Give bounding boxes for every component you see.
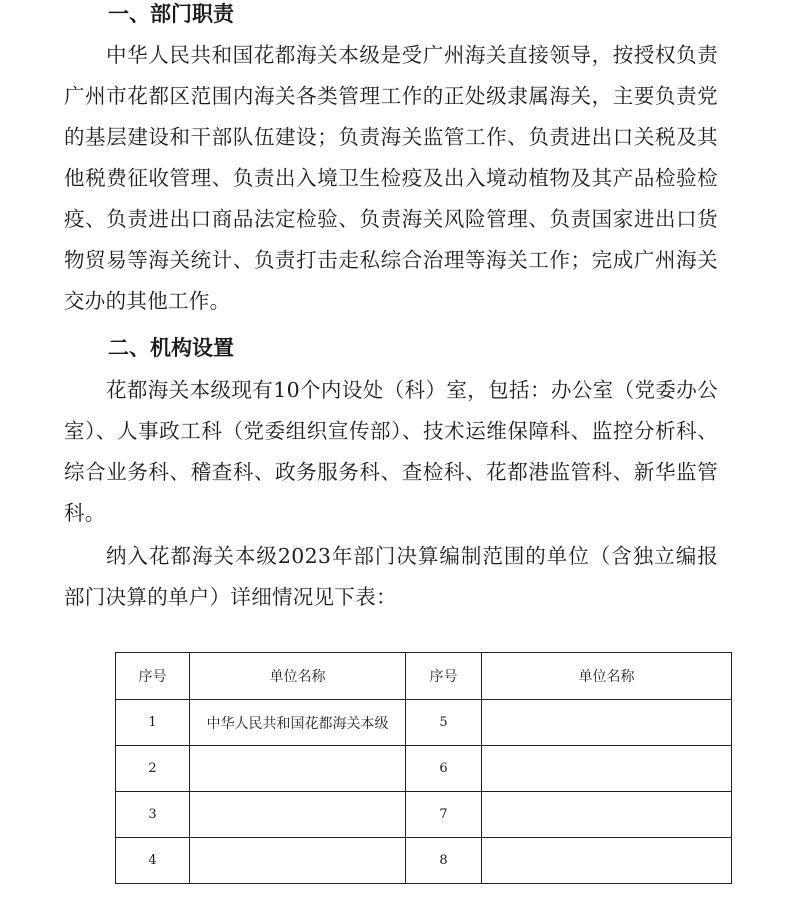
table-row xyxy=(116,838,732,884)
cell-unit-name xyxy=(482,838,732,884)
section-heading-responsibilities: 一、部门职责 xyxy=(108,2,234,26)
cell-unit-name xyxy=(190,746,406,792)
cell-unit-name xyxy=(482,700,732,746)
cell-unit-name xyxy=(190,838,406,884)
cell-index: 5 xyxy=(406,700,482,746)
table-row xyxy=(116,792,732,838)
cell-unit-name: 中华人民共和国花都海关本级 xyxy=(190,700,406,746)
cell-unit-name xyxy=(190,792,406,838)
table-row xyxy=(116,700,732,746)
cell-index: 1 xyxy=(116,700,190,746)
header-index-2: 序号 xyxy=(406,653,482,700)
cell-index: 4 xyxy=(116,838,190,884)
units-table xyxy=(115,652,732,884)
header-unit-name-1: 单位名称 xyxy=(190,653,406,700)
cell-index: 3 xyxy=(116,792,190,838)
responsibilities-paragraph: 中华人民共和国花都海关本级是受广州海关直接领导，按授权负责广州市花都区范围内海关各类管理工作的正处级隶属海关，主要负责党的基层建设和干部队伍建设；负责海关监管工作、负责进出口关税及其他税费征收管理、负责出入境卫生检疫及出入境动植物及其产品检验检疫、负责进出口商品法定检验、负责海关风险管理、负责国家进出口货物贸易等海关统计、负责打击走私综合治理等海关工作；完成广州海关交办的其他工作。 xyxy=(64,43,718,313)
cell-unit-name xyxy=(482,792,732,838)
header-index-1: 序号 xyxy=(116,653,190,700)
scope-paragraph: 纳入花都海关本级2023年部门决算编制范围的单位（含独立编报部门决算的单户）详细情况见下表： xyxy=(64,544,718,609)
cell-index: 7 xyxy=(406,792,482,838)
cell-index: 8 xyxy=(406,838,482,884)
section-heading-organization: 二、机构设置 xyxy=(108,336,234,360)
table-row xyxy=(116,746,732,792)
cell-index: 6 xyxy=(406,746,482,792)
cell-index: 2 xyxy=(116,746,190,792)
table-header-row xyxy=(116,653,732,700)
header-unit-name-2: 单位名称 xyxy=(482,653,732,700)
organization-paragraph: 花都海关本级现有10个内设处（科）室，包括：办公室（党委办公室）、人事政工科（党委组织宣传部）、技术运维保障科、监控分析科、综合业务科、稽查科、政务服务科、查检科、花都港监管科、新华监管科。 xyxy=(64,378,718,525)
cell-unit-name xyxy=(482,746,732,792)
